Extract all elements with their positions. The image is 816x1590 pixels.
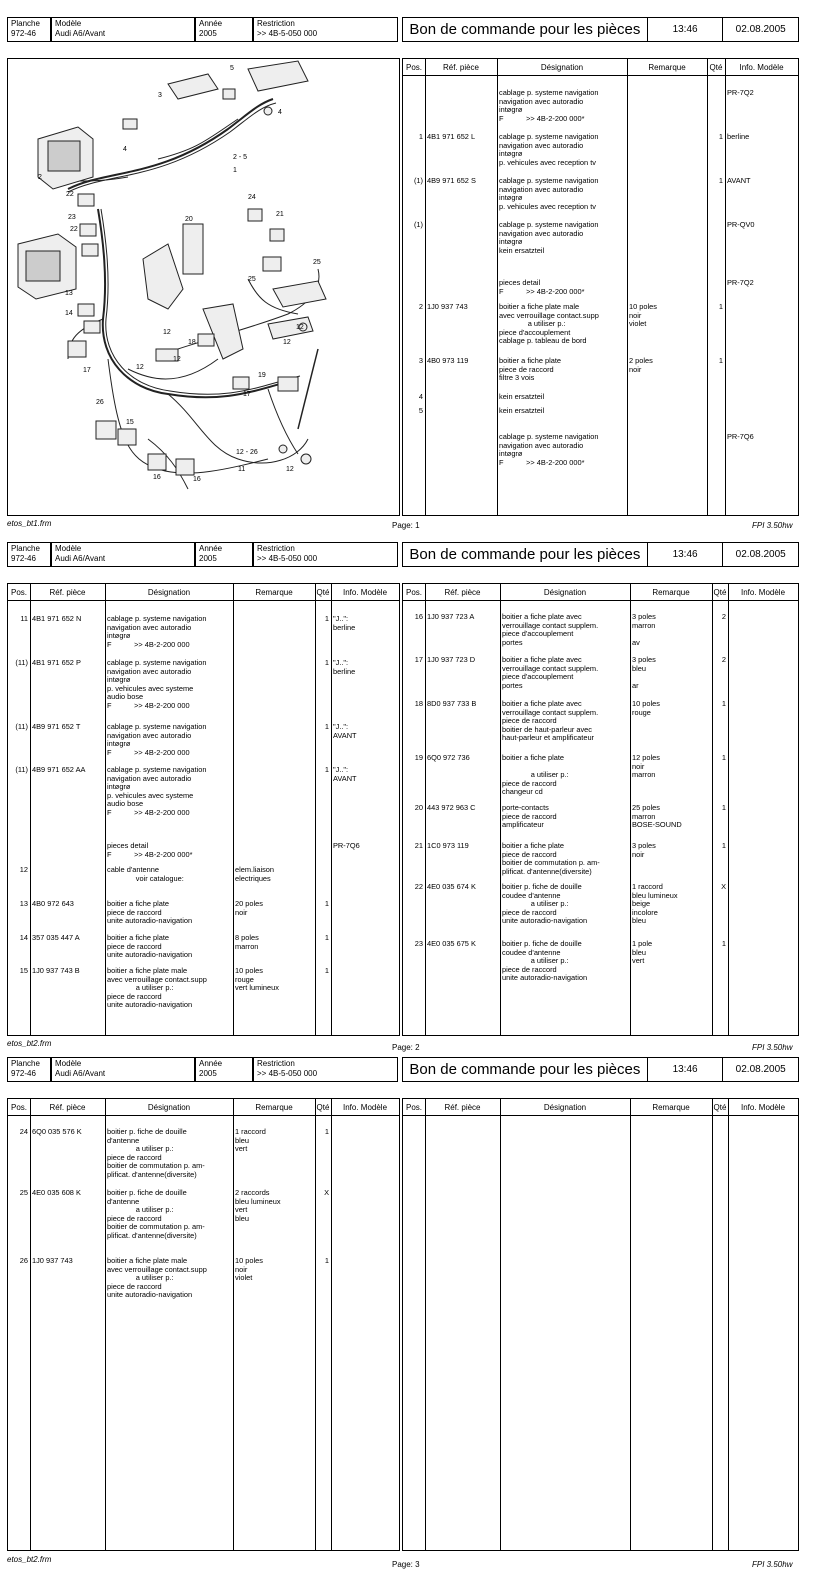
col-pos: Pos.	[10, 588, 27, 597]
cell-des: boitier a fiche plate male avec verrouillage contact.supp a utiliser p.: piece de raccord unite autoradio-navigation	[107, 966, 207, 1010]
cell-qte: 1	[721, 753, 726, 762]
cell-pos: 18	[414, 699, 423, 708]
doc-title: Bon de commande pour les pièces	[409, 21, 641, 38]
cell-des: cablage p. systeme navigation navigation avec autoradio intøgrø F >> 4B-2-200 000	[107, 722, 207, 757]
cell-ref: 1J0 937 743	[32, 1256, 73, 1265]
doc-title: Bon de commande pour les pièces	[409, 1061, 641, 1078]
cell-des: cablage p. systeme navigation navigation avec autoradio intøgrø kein ersatzteil	[499, 220, 599, 255]
cell-qte: 1	[324, 899, 329, 908]
table-header	[403, 59, 798, 76]
page1-title-block	[402, 17, 799, 42]
cell-info: PR-7Q2	[727, 88, 754, 97]
col-designation: Désignation	[543, 588, 587, 597]
cell-pos: 14	[19, 933, 28, 942]
cell-ref: 1C0 973 119	[427, 841, 469, 850]
cell-info: berline	[727, 132, 750, 141]
cell-des: boitier a fiche plate male avec verrouillage contact.supp a utiliser p.: piece d'accouplement cablage p. tableau de bord	[499, 302, 599, 346]
callout-label: 12	[286, 466, 294, 473]
footer-page: Page: 2	[392, 1043, 420, 1052]
cell-qte: 1	[718, 302, 723, 311]
cell-ref: 1J0 937 723 A	[427, 612, 475, 621]
table-header	[8, 584, 399, 601]
col-qte: Qté	[709, 63, 723, 72]
cell-qte: 1	[324, 933, 329, 942]
cell-ref: 4E0 035 674 K	[427, 882, 476, 891]
col-info: Info. Modèle	[740, 588, 786, 597]
cell-ref: 4B1 971 652 N	[32, 614, 82, 623]
cell-info: AVANT	[727, 176, 751, 185]
cell-rem: 12 poles noir marron	[632, 753, 660, 780]
restriction-value: >> 4B-5-050 000	[257, 1069, 318, 1078]
cell-qte: 1	[721, 699, 726, 708]
cell-qte: 1	[721, 841, 726, 850]
cell-des: boitier p. fiche de douille coudee d'antenne a utiliser p.: piece de raccord unite autoradio-navigation	[502, 939, 588, 983]
col-qte: Qté	[316, 588, 330, 597]
cell-rem: 25 poles marron BOSE-SOUND	[632, 803, 682, 830]
planche-label: Planche	[11, 19, 40, 28]
cell-des: boitier a fiche plate piece de raccord unite autoradio-navigation	[107, 899, 193, 926]
cell-ref: 4B0 973 119	[427, 356, 469, 365]
cell-des: boitier a fiche plate avec verrouillage contact supplem. piece de raccord boitier de haut-parleur avec haut-parleur et amplificateur	[502, 699, 599, 743]
col-designation: Désignation	[543, 1103, 587, 1112]
footer-fpi: FPI 3.50hw	[752, 1560, 793, 1569]
annee-label: Année	[199, 544, 223, 553]
col-qte: Qté	[713, 1103, 727, 1112]
cell-des: cablage p. systeme navigation navigation avec autoradio intøgrø p. vehicules avec reception tv	[499, 132, 599, 167]
callout-label: 2	[38, 174, 42, 181]
col-ref: Réf. pièce	[442, 63, 480, 72]
cell-rem: 2 raccords bleu lumineux vert bleu	[235, 1188, 281, 1223]
cell-qte: 1	[324, 765, 329, 774]
cell-pos: 24	[19, 1127, 28, 1136]
restriction-cell	[253, 1057, 398, 1082]
cell-ref: 4E0 035 675 K	[427, 939, 476, 948]
cell-pos: 1	[418, 132, 423, 141]
callout-label: 24	[248, 194, 256, 201]
cell-ref: 1J0 937 743 B	[32, 966, 80, 975]
modele-label: Modèle	[55, 1059, 82, 1068]
callout-label: 25	[313, 259, 321, 266]
cell-rem: 10 poles rouge	[632, 699, 660, 717]
callout-label: 15	[126, 419, 134, 426]
page1-header	[7, 17, 398, 42]
cell-rem: 3 poles bleu ar	[632, 655, 656, 690]
cell-qte: 1	[324, 1127, 329, 1136]
callout-label: 3	[158, 92, 162, 99]
restriction-cell	[253, 542, 398, 567]
cell-info: PR-7Q6	[333, 841, 360, 850]
footer-fpi: FPI 3.50hw	[752, 1043, 793, 1052]
doc-time: 13:46	[647, 18, 723, 41]
annee-value: 2005	[199, 29, 217, 38]
col-remarque: Remarque	[255, 588, 293, 597]
cell-qte: X	[721, 882, 726, 891]
cell-pos: 21	[414, 841, 423, 850]
page2-right-table	[402, 583, 799, 1036]
callout-label: 26	[96, 399, 104, 406]
cell-info: PR-7Q6	[727, 432, 754, 441]
planche-cell	[7, 17, 51, 42]
cell-des: cablage p. systeme navigation navigation avec autoradio intøgrø F >> 4B-2-200 000*	[499, 432, 599, 467]
callout-label: 18	[188, 339, 196, 346]
cell-pos: 20	[414, 803, 423, 812]
cell-rem: 1 raccord bleu lumineux beige incolore bleu	[632, 882, 678, 926]
callout-label: 1	[233, 167, 237, 174]
cell-qte: 1	[324, 966, 329, 975]
annee-cell	[195, 17, 253, 42]
page2-left-table	[7, 583, 400, 1036]
cell-pos: 2	[418, 302, 423, 311]
cell-info: "J..": berline	[333, 658, 356, 676]
modele-value: Audi A6/Avant	[55, 1069, 106, 1078]
cell-ref: 8D0 937 733 B	[427, 699, 477, 708]
doc-time: 13:46	[647, 543, 723, 566]
cell-pos: 11	[20, 614, 28, 623]
cell-pos: 3	[418, 356, 423, 365]
cell-des: kein ersatzteil	[499, 406, 545, 415]
cell-des: pieces detail F >> 4B-2-200 000*	[499, 278, 585, 296]
cell-pos: 16	[414, 612, 423, 621]
page2-title-block	[402, 542, 799, 567]
callout-label: 12	[136, 364, 144, 371]
cell-qte: 1	[324, 722, 329, 731]
cell-rem: 3 poles marron av	[632, 612, 656, 647]
cell-pos: 19	[414, 753, 423, 762]
cell-rem: elem.liaison electriques	[235, 865, 275, 883]
cell-ref: 443 972 963 C	[427, 803, 476, 812]
cell-pos: 25	[19, 1188, 28, 1197]
callout-label: 14	[65, 310, 73, 317]
cell-qte: 1	[324, 658, 329, 667]
cell-ref: 357 035 447 A	[32, 933, 80, 942]
modele-value: Audi A6/Avant	[55, 554, 106, 563]
doc-time: 13:46	[647, 1058, 723, 1081]
table-header	[8, 1099, 399, 1116]
modele-cell	[51, 17, 195, 42]
planche-cell	[7, 542, 51, 567]
footer-file: etos_bt2.frm	[7, 1555, 52, 1564]
callout-label: 17	[83, 367, 91, 374]
cell-info: PR-7Q2	[727, 278, 754, 287]
planche-value: 972-46	[11, 554, 36, 563]
cell-qte: 1	[721, 939, 726, 948]
cell-qte: 1	[324, 1256, 329, 1265]
cell-ref: 1J0 937 723 D	[427, 655, 476, 664]
cell-ref: 1J0 937 743	[427, 302, 468, 311]
cell-rem: 10 poles rouge vert lumineux	[235, 966, 279, 993]
cell-ref: 4B1 971 652 P	[32, 658, 81, 667]
cell-pos: 5	[418, 406, 423, 415]
cell-ref: 4B9 971 652 AA	[32, 765, 86, 774]
annee-value: 2005	[199, 554, 217, 563]
callout-label: 5	[230, 65, 234, 72]
restriction-label: Restriction	[257, 1059, 295, 1068]
cell-des: boitier a fiche plate avec verrouillage contact supplem. piece d'accouplement portes	[502, 612, 599, 647]
table-header	[403, 584, 798, 601]
cell-ref: 6Q0 972 736	[427, 753, 470, 762]
callout-label: 13	[65, 290, 73, 297]
cell-qte: 1	[324, 614, 329, 623]
planche-label: Planche	[11, 544, 40, 553]
cell-qte: 1	[721, 803, 726, 812]
cell-info: PR-QV0	[727, 220, 755, 229]
cell-des: cablage p. systeme navigation navigation avec autoradio intøgrø p. vehicules avec reception tv	[499, 176, 599, 211]
cell-ref: 4B1 971 652 L	[427, 132, 476, 141]
modele-label: Modèle	[55, 19, 82, 28]
page3-header	[7, 1057, 398, 1082]
page3-right-table	[402, 1098, 799, 1551]
cell-des: boitier p. fiche de douille d'antenne a utiliser p.: piece de raccord boitier de commutation p. am- plificat. d'antenne(diversite)	[107, 1188, 205, 1240]
footer-page: Page: 3	[392, 1560, 420, 1569]
cell-des: boitier a fiche plate piece de raccord filtre 3 vois	[499, 356, 562, 383]
cell-pos: (11)	[15, 658, 28, 667]
page2-header	[7, 542, 398, 567]
cell-qte: 1	[718, 356, 723, 365]
annee-label: Année	[199, 1059, 223, 1068]
col-pos: Pos.	[10, 1103, 27, 1112]
col-designation: Désignation	[540, 63, 584, 72]
cell-pos: 17	[414, 655, 423, 664]
cell-des: boitier p. fiche de douille coudee d'antenne a utiliser p.: piece de raccord unite autoradio-navigation	[502, 882, 588, 926]
cell-des: boitier a fiche plate avec verrouillage contact supplem. piece d'accouplement portes	[502, 655, 599, 690]
cell-des: boitier a fiche plate piece de raccord boitier de commutation p. am- plificat. d'antenne(diversite)	[502, 841, 600, 876]
doc-title: Bon de commande pour les pièces	[409, 546, 641, 563]
restriction-value: >> 4B-5-050 000	[257, 29, 318, 38]
col-ref: Réf. pièce	[444, 1103, 481, 1112]
col-info: Info. Modèle	[740, 1103, 786, 1112]
cell-des: cable d'antenne voir catalogue:	[107, 865, 184, 883]
cell-pos: (11)	[15, 722, 28, 731]
callout-label: 22	[66, 191, 74, 198]
restriction-label: Restriction	[257, 19, 295, 28]
callout-label: 25	[248, 276, 256, 283]
footer-file: etos_bt1.frm	[7, 519, 52, 528]
cell-pos: (1)	[413, 220, 423, 229]
annee-cell	[195, 1057, 253, 1082]
page3-title-block	[402, 1057, 799, 1082]
planche-value: 972-46	[11, 1069, 36, 1078]
cell-des: cablage p. systeme navigation navigation avec autoradio intøgrø F >> 4B-2-200 000	[107, 614, 207, 649]
cell-ref: 6Q0 035 576 K	[32, 1127, 82, 1136]
cell-qte: 1	[718, 176, 723, 185]
cell-des: pieces detail F >> 4B-2-200 000*	[107, 841, 193, 859]
cell-qte: 2	[721, 655, 726, 664]
cell-pos: 4	[418, 392, 423, 401]
annee-value: 2005	[199, 1069, 217, 1078]
wiring-harness-diagram	[8, 59, 399, 515]
cell-pos: 22	[414, 882, 423, 891]
restriction-value: >> 4B-5-050 000	[257, 554, 318, 563]
cell-info: "J..": berline	[333, 614, 356, 632]
callout-label: 12	[173, 356, 181, 363]
planche-cell	[7, 1057, 51, 1082]
callout-label: 16	[193, 476, 201, 483]
col-remarque: Remarque	[652, 1103, 690, 1112]
cell-ref: 4E0 035 608 K	[32, 1188, 81, 1197]
cell-des: boitier p. fiche de douille d'antenne a utiliser p.: piece de raccord boitier de commutation p. am- plificat. d'antenne(diversite)	[107, 1127, 205, 1179]
col-ref: Réf. pièce	[49, 588, 86, 597]
cell-ref: 4B9 971 652 S	[427, 176, 476, 185]
cell-qte: 2	[721, 612, 726, 621]
cell-info: "J..": AVANT	[333, 765, 357, 783]
callout-label: 2 - 5	[233, 154, 248, 161]
col-qte: Qté	[713, 588, 727, 597]
col-info: Info. Modèle	[342, 1103, 388, 1112]
cell-pos: 12	[19, 865, 28, 874]
doc-date: 02.08.2005	[722, 1058, 798, 1081]
cell-des: cablage p. systeme navigation navigation avec autoradio intøgrø F >> 4B-2-200 000*	[499, 88, 599, 123]
modele-label: Modèle	[55, 544, 82, 553]
col-designation: Désignation	[147, 588, 191, 597]
col-remarque: Remarque	[255, 1103, 293, 1112]
footer-fpi: FPI 3.50hw	[752, 521, 793, 530]
col-pos: Pos.	[405, 63, 422, 72]
callout-label: 4	[123, 146, 127, 153]
cell-qte: X	[324, 1188, 329, 1197]
doc-date: 02.08.2005	[722, 18, 798, 41]
col-ref: Réf. pièce	[49, 1103, 86, 1112]
callout-label: 4	[278, 109, 282, 116]
callout-label: 22	[70, 226, 78, 233]
restriction-label: Restriction	[257, 544, 295, 553]
callout-label: 21	[276, 211, 284, 218]
callout-label: 12	[296, 324, 304, 331]
cell-rem: 2 poles noir	[629, 356, 653, 374]
cell-des: boitier a fiche plate piece de raccord unite autoradio-navigation	[107, 933, 193, 960]
col-pos: Pos.	[405, 1103, 422, 1112]
planche-label: Planche	[11, 1059, 40, 1068]
modele-value: Audi A6/Avant	[55, 29, 106, 38]
col-info: Info. Modèle	[342, 588, 388, 597]
cell-rem: 10 poles noir violet	[235, 1256, 263, 1283]
col-info: Info. Modèle	[739, 63, 784, 72]
page1-parts-table	[402, 58, 799, 516]
cell-ref: 4B9 971 652 T	[32, 722, 81, 731]
callout-label: 12	[163, 329, 171, 336]
cell-info: "J..": AVANT	[333, 722, 357, 740]
table-header	[403, 1099, 798, 1116]
restriction-cell	[253, 17, 398, 42]
col-designation: Désignation	[147, 1103, 191, 1112]
col-remarque: Remarque	[648, 63, 686, 72]
doc-date: 02.08.2005	[722, 543, 798, 566]
cell-rem: 8 poles marron	[235, 933, 259, 951]
cell-pos: 23	[414, 939, 423, 948]
cell-pos: 15	[19, 966, 28, 975]
cell-rem: 3 poles noir	[632, 841, 656, 859]
exploded-diagram-panel	[7, 58, 400, 516]
modele-cell	[51, 542, 195, 567]
cell-des: kein ersatzteil	[499, 392, 545, 401]
modele-cell	[51, 1057, 195, 1082]
annee-label: Année	[199, 19, 223, 28]
cell-des: cablage p. systeme navigation navigation avec autoradio intøgrø p. vehicules avec systeme audio bose F >> 4B-2-200 000	[107, 765, 207, 817]
planche-value: 972-46	[11, 29, 36, 38]
cell-pos: (11)	[15, 765, 28, 774]
footer-page: Page: 1	[392, 521, 420, 530]
callout-label: 20	[185, 216, 193, 223]
callout-label: 11	[238, 466, 246, 473]
cell-des: boitier a fiche plate male avec verrouillage contact.supp a utiliser p.: piece de raccord unite autoradio-navigation	[107, 1256, 207, 1300]
footer-file: etos_bt2.frm	[7, 1039, 52, 1048]
col-remarque: Remarque	[652, 588, 690, 597]
cell-rem: 1 pole bleu vert	[632, 939, 653, 966]
cell-qte: 1	[718, 132, 723, 141]
cell-pos: 13	[19, 899, 28, 908]
callout-label: 19	[258, 372, 266, 379]
col-pos: Pos.	[405, 588, 422, 597]
page3-left-table	[7, 1098, 400, 1551]
cell-ref: 4B0 972 643	[32, 899, 74, 908]
callout-label: 12	[283, 339, 291, 346]
cell-pos: (1)	[413, 176, 423, 185]
callout-label: 17	[243, 391, 251, 398]
cell-des: porte-contacts piece de raccord amplificateur	[502, 803, 557, 830]
cell-rem: 20 poles noir	[235, 899, 263, 917]
cell-des: boitier a fiche plate a utiliser p.: piece de raccord changeur cd	[502, 753, 569, 797]
col-ref: Réf. pièce	[444, 588, 481, 597]
cell-des: cablage p. systeme navigation navigation avec autoradio intøgrø p. vehicules avec systeme audio bose F >> 4B-2-200 000	[107, 658, 207, 710]
col-qte: Qté	[316, 1103, 330, 1112]
callout-label: 23	[68, 214, 76, 221]
cell-rem: 10 poles noir violet	[629, 302, 657, 329]
cell-pos: 26	[19, 1256, 28, 1265]
annee-cell	[195, 542, 253, 567]
callout-label: 16	[153, 474, 161, 481]
callout-label: 12 - 26	[236, 449, 258, 456]
cell-rem: 1 raccord bleu vert	[235, 1127, 266, 1154]
